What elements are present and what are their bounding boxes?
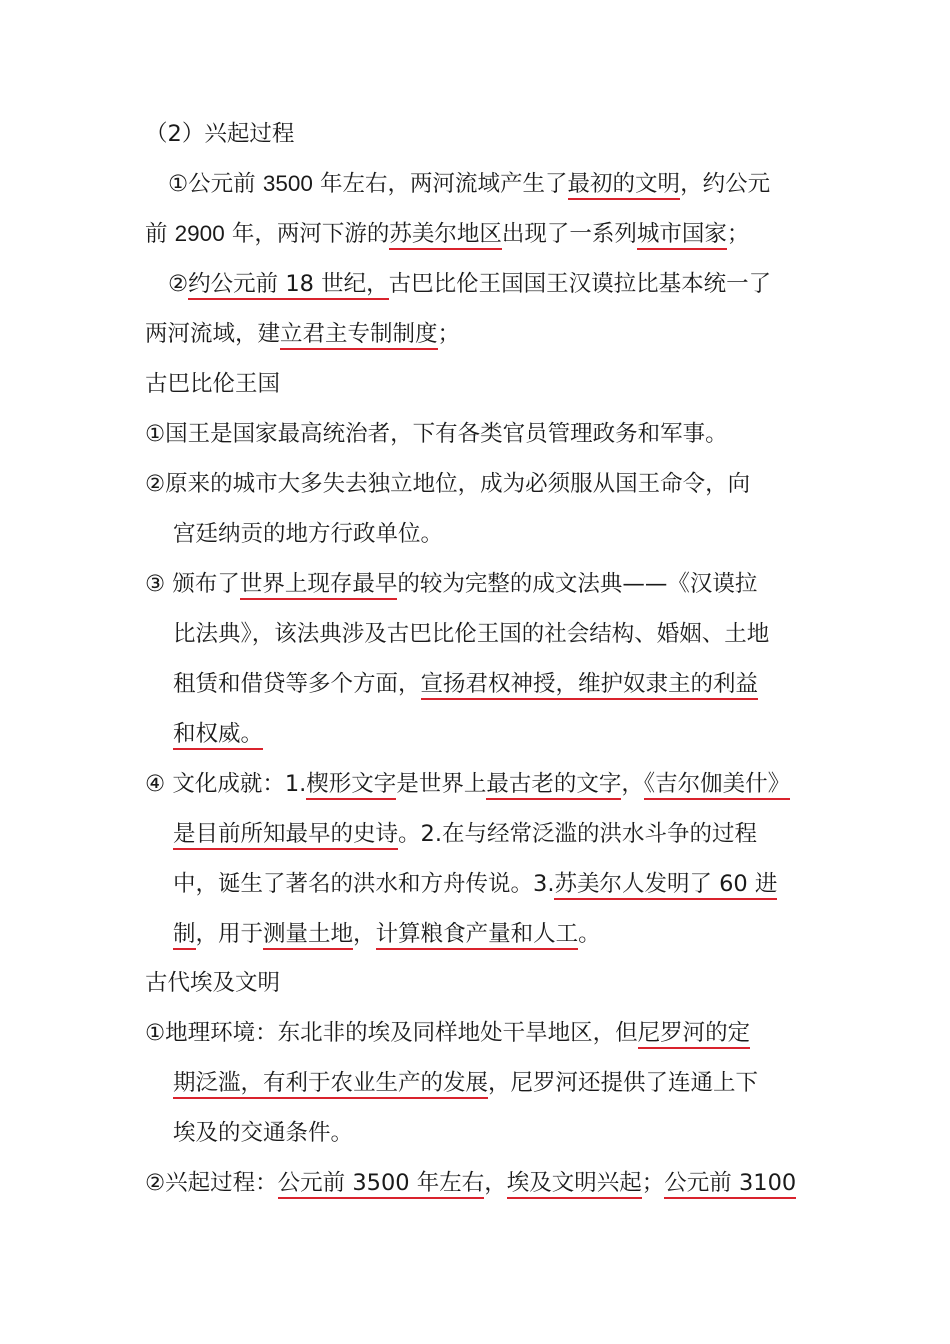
section-heading: （2）兴起过程 [145,121,295,147]
egypt-title: 古代埃及文明 [145,970,281,996]
text: ①公元前 [168,171,263,197]
underlined-text: 立君主专制制度 [280,321,438,350]
paragraph-1-line-2 [145,219,825,249]
underlined-text: 计算粮食产量和人工 [376,921,579,950]
underlined-text: 最古老的文字 [486,771,621,800]
text: 。2.在与经常泛滥的洪水斗争的过程 [398,821,757,847]
babylon-item-4-line-4 [173,919,853,949]
underlined-text: 是目前所知最早的史诗 [173,821,398,850]
babylon-item-3-line-3 [173,669,853,699]
text: ②兴起过程： [145,1170,278,1196]
number: 2900 [174,221,225,246]
text: ④ 文化成就：1. [145,771,307,797]
underlined-text: 宣扬君权神授，维护奴隶主的利益 [421,671,759,700]
underlined-text: 制 [173,921,196,950]
babylon-item-3-line-1 [145,569,825,599]
underlined-text: 约公元前 18 世纪， [188,271,388,300]
text: ，尼罗河还提供了连通上下 [488,1070,759,1096]
text: ； [437,321,461,347]
egypt-item-2-line-1 [145,1168,825,1198]
underlined-text: 最初的文明 [568,171,681,200]
paragraph-2-line-2 [145,319,825,349]
text: 年，两河下游的 [224,221,390,247]
babylon-item-4-line-1 [145,769,825,799]
text: 中，诞生了著名的洪水和方舟传说。3. [173,871,555,897]
underlined-text: 期泛滥，有利于农业生产的发展 [173,1070,488,1099]
text: 两河流域，建 [145,321,281,347]
babylon-item-1: ①国王是国家最高统治者，下有各类官员管理政务和军事。 [145,421,728,447]
text: ， [353,921,376,947]
underlined-text: 世界上现存最早 [240,571,398,600]
babylon-title: 古巴比伦王国 [145,371,281,397]
egypt-item-1-line-1 [145,1018,825,1048]
underlined-text: 公元前 3100 [664,1170,796,1199]
text: ② [168,271,189,297]
text: 的较为完整的成文法典——《汉谟拉 [397,571,758,597]
underlined-text: 《吉尔伽美什》 [644,771,790,800]
text: ， [621,771,644,797]
babylon-item-4-line-3 [173,869,853,899]
text: ； [726,221,750,247]
text: ，用于 [195,921,264,947]
text: ， [484,1170,507,1196]
text: ③ 颁布了 [145,571,240,597]
text: ①地理环境：东北非的埃及同样地处干旱地区，但 [145,1020,638,1046]
text: ，约公元 [680,171,771,197]
text: 前 [145,221,175,247]
paragraph-2-line-1 [168,269,848,299]
underlined-text: 埃及文明兴起 [507,1170,642,1199]
babylon-item-3-line-2: 比法典》，该法典涉及古巴比伦王国的社会结构、婚姻、土地 [173,621,770,647]
text: 是世界上 [396,771,487,797]
babylon-item-2-line-2: 宫廷纳贡的地方行政单位。 [173,521,444,547]
underlined-text: 尼罗河的定 [638,1020,751,1049]
text: 年左右，两河流域产生了 [312,171,568,197]
text: 出现了一系列 [501,221,637,247]
text: 。 [578,921,601,947]
text: 古巴比伦王国国王汉谟拉比基本统一了 [388,271,772,297]
egypt-item-1-line-3: 埃及的交通条件。 [173,1120,354,1146]
text: 租赁和借贷等多个方面， [173,671,421,697]
number: 3500 [262,171,313,196]
babylon-item-4-line-2 [173,819,853,849]
paragraph-1-line-1 [168,169,808,199]
underlined-text: 公元前 3500 年左右 [278,1170,485,1199]
underlined-text: 苏美尔人发明了 60 进 [554,871,777,900]
text: ； [641,1170,665,1196]
underlined-text: 楔形文字 [306,771,396,800]
underlined-text: 城市国家 [637,221,727,250]
egypt-item-1-line-2 [173,1068,853,1098]
underlined-text: 和权威。 [173,721,263,750]
underlined-text: 测量土地 [263,921,353,950]
babylon-item-3-line-4 [173,719,853,749]
underlined-text: 苏美尔地区 [389,221,502,250]
babylon-item-2-line-1: ②原来的城市大多失去独立地位，成为必须服从国王命令，向 [145,471,751,497]
